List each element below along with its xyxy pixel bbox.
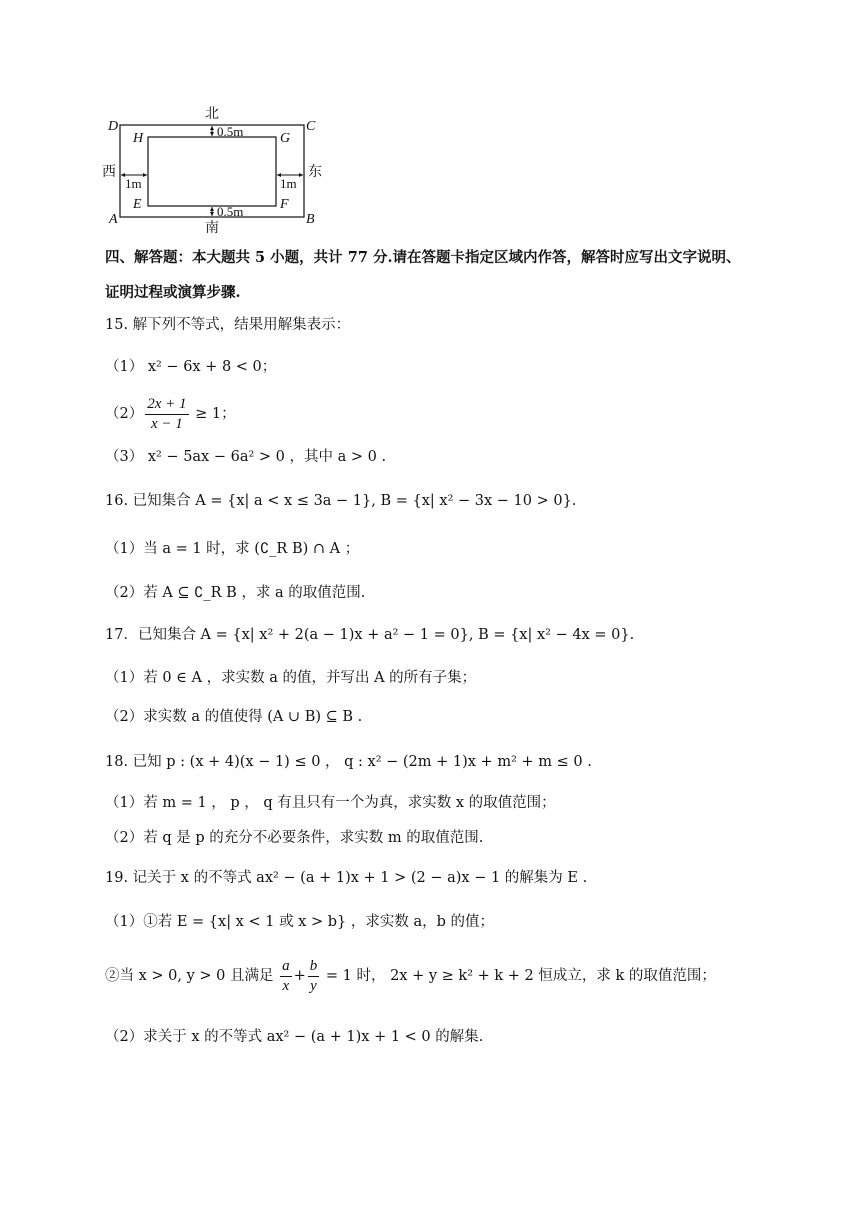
fraction-numerator: 2x + 1: [145, 395, 188, 415]
section-header-line2: 证明过程或演算步骤.: [105, 284, 241, 301]
label-top-gap: 0.5m: [217, 124, 244, 139]
fraction-numerator: a: [280, 957, 292, 977]
label-A: A: [109, 212, 118, 227]
label-G: G: [280, 131, 291, 146]
fraction-denominator: x: [282, 977, 290, 994]
q18-part2: （2）若 q 是 p 的充分不必要条件，求实数 m 的取值范围.: [105, 830, 484, 846]
label-left-gap: 1m: [125, 176, 142, 191]
inner-rectangle: [148, 137, 276, 206]
label-C: C: [306, 119, 316, 134]
fraction-denominator: y: [310, 977, 317, 994]
q15-part2: [105, 394, 236, 434]
label-bottom-gap: 0.5m: [217, 204, 244, 219]
label-west: 西: [102, 164, 116, 180]
label-north: 北: [205, 106, 219, 122]
q15-part1: （1） x² − 6x + 8 < 0；: [105, 359, 277, 375]
label-F: F: [280, 197, 289, 212]
q15-part2-prefix: （2）: [105, 406, 144, 422]
q19-part1b-prefix: ②当 x > 0, y > 0 且满足: [105, 968, 279, 984]
fraction-a-over-x: [280, 957, 292, 996]
plus-sign: +: [293, 968, 306, 984]
q18-part1: （1）若 m = 1 ， p ， q 有且只有一个为真，求实数 x 的取值范围；: [105, 795, 556, 811]
q19-part1b: [105, 956, 716, 996]
q19-part2: （2）求关于 x 的不等式 ax² − (a + 1)x + 1 < 0 的解集.: [105, 1029, 484, 1045]
label-B: B: [306, 212, 315, 227]
q16-stem: 16. 已知集合 A = {x| a < x ≤ 3a − 1}, B = {x| x² − 3x − 10 > 0}.: [105, 493, 577, 509]
q16-part1: （1）当 a = 1 时，求 (∁_R B) ∩ A ；: [105, 541, 360, 557]
fraction-b-over-y: [308, 957, 320, 996]
q19-stem: 19. 记关于 x 的不等式 ax² − (a + 1)x + 1 > (2 − a)x − 1 的解集为 E .: [105, 870, 588, 886]
label-D: D: [108, 119, 119, 134]
q15-part3: （3） x² − 5ax − 6a² > 0 ，其中 a > 0 .: [105, 449, 387, 465]
label-E: E: [133, 197, 142, 212]
q15-stem: 15. 解下列不等式，结果用解集表示：: [105, 317, 351, 333]
q17-part2: （2）求实数 a 的值使得 (A ∪ B) ⊆ B .: [105, 709, 363, 725]
q19-part1: （1）①若 E = {x| x < 1 或 x > b} ，求实数 a，b 的值；: [105, 914, 494, 930]
garden-diagram: [100, 100, 340, 235]
q19-part1b-suffix: = 1 时， 2x + y ≥ k² + k + 2 恒成立，求 k 的取值范围；: [321, 968, 716, 984]
fraction-denominator: x − 1: [150, 415, 183, 432]
q18-stem: 18. 已知 p : (x + 4)(x − 1) ≤ 0 ， q : x² − (2m + 1)x + m² + m ≤ 0 .: [105, 754, 592, 770]
section-header-line1: 四、解答题：本大题共 5 小题，共计 77 分.请在答题卡指定区域内作答，解答时应写出文字说明、: [105, 249, 741, 266]
label-east: 东: [308, 164, 322, 180]
label-H: H: [133, 131, 144, 146]
q16-part2: （2）若 A ⊆ ∁_R B ，求 a 的取值范围.: [105, 585, 366, 601]
q17-part1: （1）若 0 ∈ A ，求实数 a 的值，并写出 A 的所有子集；: [105, 670, 477, 686]
q15-part2-suffix: ≥ 1；: [190, 406, 236, 422]
label-right-gap: 1m: [280, 176, 297, 191]
fraction-numerator: b: [308, 957, 320, 977]
label-south: 南: [205, 220, 219, 235]
q15-part2-fraction: [145, 395, 188, 434]
q17-stem: 17．已知集合 A = {x| x² + 2(a − 1)x + a² − 1 = 0}, B = {x| x² − 4x = 0}.: [105, 627, 635, 643]
